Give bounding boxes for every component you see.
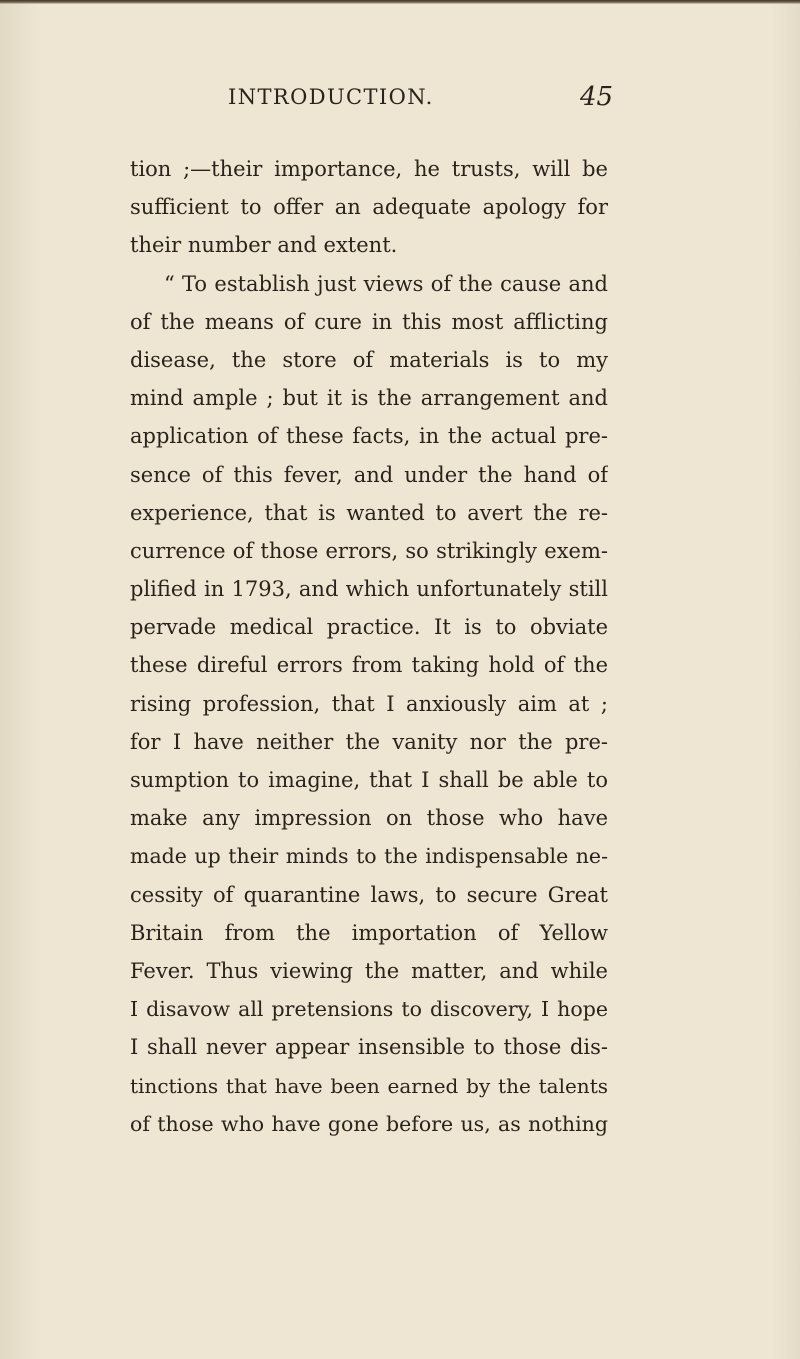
text-line: for I have neither the vanity nor the pre- [130, 729, 608, 754]
text-line: made up their minds to the indispensable ne- [130, 844, 608, 869]
text-line: application of these facts, in the actual pre- [130, 424, 608, 449]
running-title: INTRODUCTION. [228, 85, 434, 109]
text-line: their number and extent. [130, 233, 398, 258]
text-line: experience, that is wanted to avert the re- [130, 500, 608, 525]
running-head [0, 80, 800, 114]
text-line: tion ;—their importance, he trusts, will be [130, 157, 608, 181]
text-line: plified in 1793, and which unfortunately still [130, 577, 608, 602]
paragraph-start-line: “ To establish just views of the cause and [164, 271, 608, 296]
text-line: pervade medical practice. It is to obviate [130, 615, 608, 640]
text-line: I shall never appear insensible to those dis- [130, 1035, 608, 1060]
body-text [130, 150, 608, 1143]
text-line: mind ample ; but it is the arrangement and [130, 386, 608, 411]
text-line: sence of this fever, and under the hand of [130, 462, 608, 487]
text-line: make any impression on those who have [130, 806, 608, 831]
text-line: of those who have gone before us, as nothing [130, 1111, 608, 1136]
text-line: these direful errors from taking hold of the [130, 653, 608, 678]
text-line: disease, the store of materials is to my [130, 347, 608, 372]
page-number: 45 [580, 82, 614, 112]
text-line: currence of those errors, so strikingly exem- [130, 538, 608, 563]
page-top-edge [0, 0, 800, 4]
text-line: Fever. Thus viewing the matter, and while [130, 958, 608, 983]
text-line: sufficient to offer an adequate apology for [130, 195, 608, 220]
text-line: Britain from the importation of Yellow [130, 920, 608, 945]
text-line: tinctions that have been earned by the talents [130, 1073, 608, 1098]
text-line: of the means of cure in this most afflicting [130, 309, 608, 334]
text-line: cessity of quarantine laws, to secure Great [130, 882, 608, 907]
text-line: rising profession, that I anxiously aim at ; [130, 691, 608, 716]
text-line: sumption to imagine, that I shall be able to [130, 768, 608, 792]
text-line: I disavow all pretensions to discovery, I hope [130, 997, 608, 1022]
